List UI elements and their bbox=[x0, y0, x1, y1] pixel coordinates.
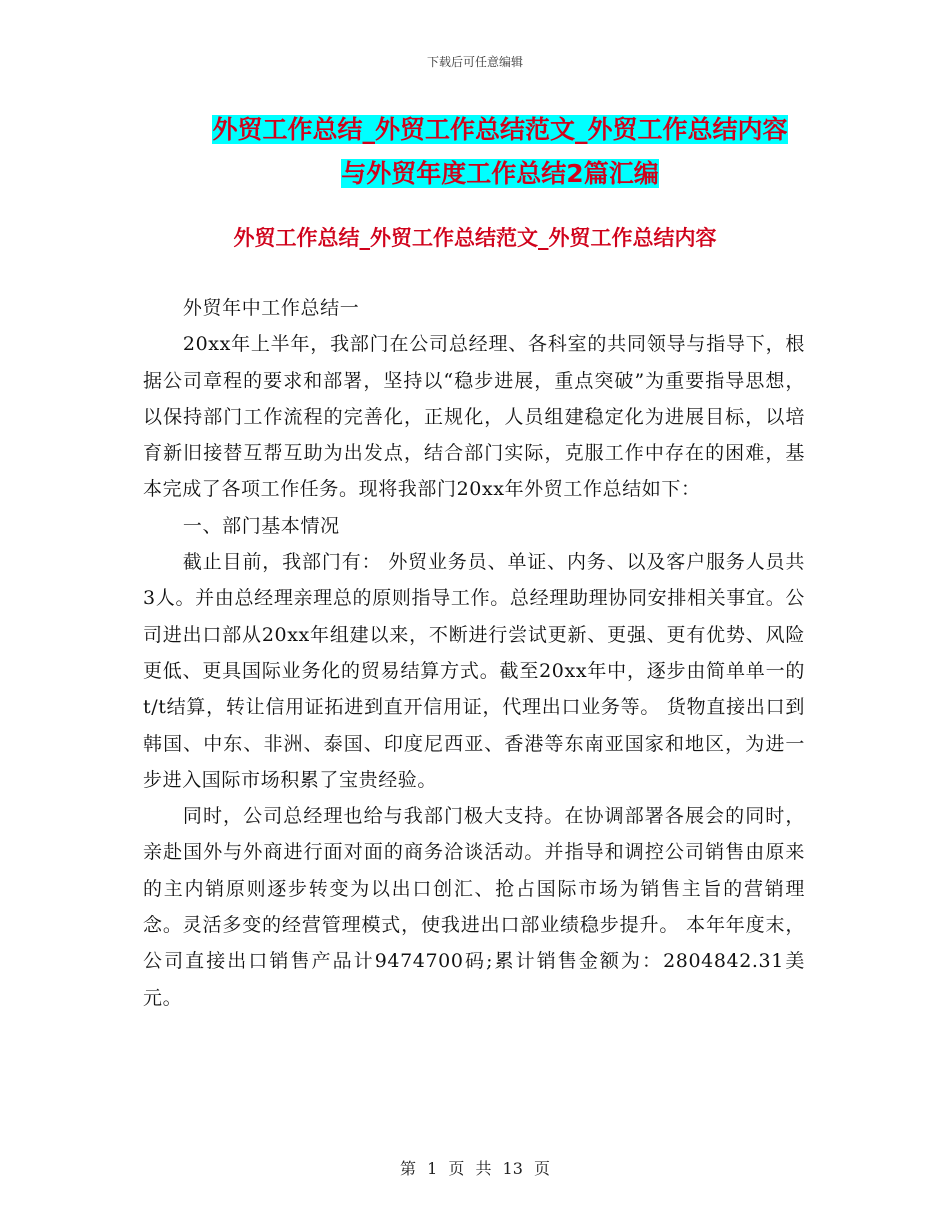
paragraph-subheading: 一、部门基本情况 bbox=[182, 514, 340, 537]
section-title: 外贸工作总结_外贸工作总结范文_外贸工作总结内容 bbox=[233, 226, 717, 250]
paragraph-subheading: 外贸年中工作总结一 bbox=[182, 297, 360, 319]
document-body bbox=[143, 290, 805, 1016]
header-note: 下载后可任意编辑 bbox=[426, 55, 523, 69]
document-title-line-2: 与外贸年度工作总结2篇汇编 bbox=[341, 159, 659, 188]
paragraph: 截止目前，我部门有： 外贸业务员、单证、内务、以及客户服务人员共3人。并由总经理亲理总的原则指导工作。总经理助理协同安排相关事宜。公司进出口部从20xx年组建以来，不断进行尝试更新、更强、更有优势、风险更低、更具国际业务化的贸易结算方式。截至20xx年中，逐步由简单单一的t/t结算，转让信用证拓进到直开信用证，代理出口业务等。 货物直接出口到韩国、中东、非洲、泰国、印度尼西亚、香港等东南亚国家和地区，为进一步进入国际市场积累了宝贵经验。 bbox=[143, 551, 805, 791]
page-footer: 第 1 页 共 13 页 bbox=[400, 1159, 550, 1178]
document-title-line-1: 外贸工作总结_外贸工作总结范文_外贸工作总结内容 bbox=[212, 115, 788, 144]
document-title bbox=[150, 108, 850, 196]
paragraph: 20xx年上半年，我部门在公司总经理、各科室的共同领导与指导下，根据公司章程的要求和部署，坚持以“稳步进展，重点突破”为重要指导思想，以保持部门工作流程的完善化，正规化，人员组建稳定化为进展目标，以培育新旧接替互帮互助为出发点，结合部门实际，克服工作中存在的困难，基本完成了各项工作任务。现将我部门20xx年外贸工作总结如下： bbox=[143, 333, 805, 501]
paragraph: 同时，公司总经理也给与我部门极大支持。在协调部署各展会的同时，亲赴国外与外商进行面对面的商务洽谈活动。并指导和调控公司销售由原来的主内销原则逐步转变为以出口创汇、抢占国际市场为销售主旨的营销理念。灵活多变的经营管理模式，使我进出口部业绩稳步提升。 本年年度末，公司直接出口销售产品计9474700码;累计销售金额为：2804842.31美元。 bbox=[143, 805, 805, 1009]
